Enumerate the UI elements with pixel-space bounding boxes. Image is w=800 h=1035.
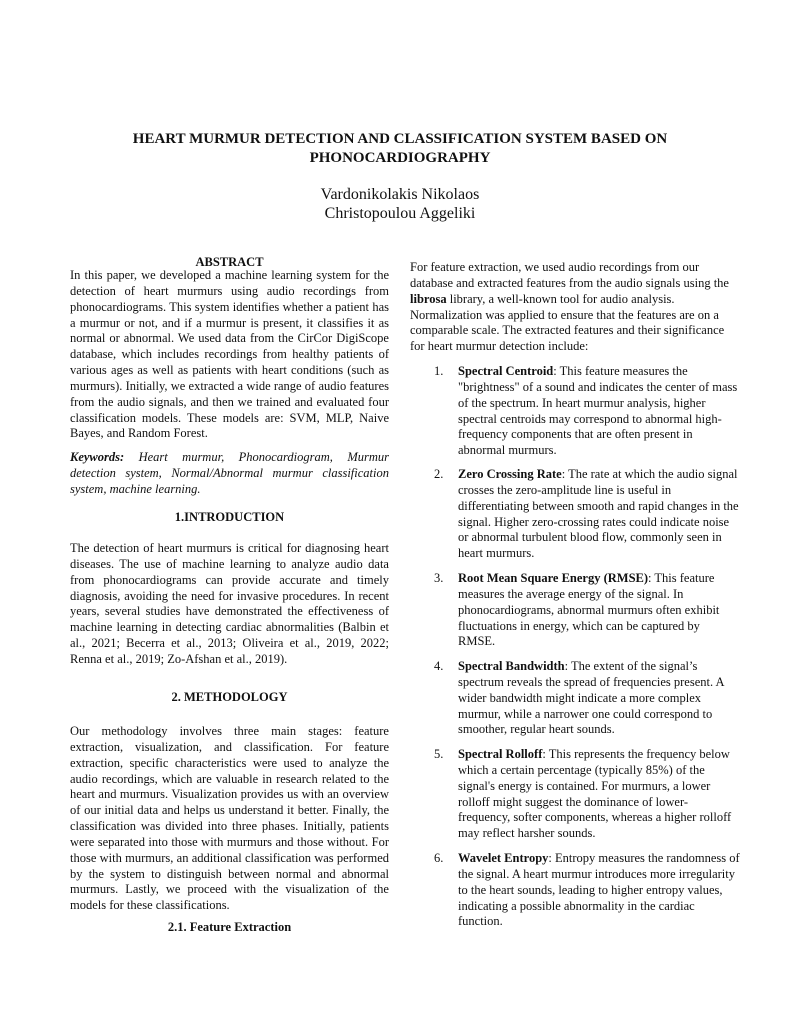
author-name: Vardonikolakis Nikolaos [320, 186, 480, 203]
feature-name: Root Mean Square Energy (RMSE) [458, 571, 649, 585]
item-body [458, 747, 740, 842]
feature-name: Zero Crossing Rate [458, 467, 562, 481]
item-body [458, 851, 740, 930]
item-number: 3. [434, 571, 444, 585]
item-number: 6. [434, 851, 444, 865]
feature-name: Spectral Rolloff [458, 747, 543, 761]
abstract-text: In this paper, we developed a machine learning system for the detection of heart murmurs using audio recordings from phonocardiograms. This system identifies whether a patient has a murmur or not, and if a murmur is present, it classifies it as normal or abnormal. We used data from the CirCor DigiScope database, which includes recordings from healthy patients of various ages as well as patients with heart conditions (such as murmurs). Initially, we extracted a wide range of audio features from the audio signals, and then we trained and evaluated four classification models. These models are: SVM, MLP, Naive Bayes, and Random Forest. [70, 268, 389, 441]
feature-description: : The extent of the signal’s spectrum reveals the spread of frequencies present. A wider bandwidth might indicate a more complex murmur, while a narrower one could correspond to smoother, regular heart sounds. [458, 659, 724, 737]
paper-title: HEART MURMUR DETECTION AND CLASSIFICATION SYSTEM BASED ON PHONOCARDIOGRAPHY [132, 131, 668, 166]
introduction-text: The detection of heart murmurs is critical for diagnosing heart diseases. The use of machine learning to analyze audio data from phonocardiograms can provide accurate and timely diagnosis, avoiding the need for invasive procedures. In recent years, several studies have demonstrated the effectiveness of machine learning in detecting cardiac abnormalities (Balbin et al., 2021; Becerra et al., 2013; Oliveira et al., 2019, 2022; Renna et al., 2019; Zo-Afshan et al., 2019). [70, 541, 389, 666]
feature-extraction-intro [410, 260, 730, 355]
keywords-text: Heart murmur, Phonocardiogram, Murmur detection system, Normal/Abnormal murmur classification system, machine learning. [70, 450, 390, 496]
intro-text-part: library, a well-known tool for audio analysis. Normalization was applied to ensure that the features are on a comparable scale. The extracted features and their significance for heart murmur detection include: [410, 291, 725, 354]
methodology-heading: 2. METHODOLOGY [171, 690, 288, 704]
keywords [70, 450, 389, 498]
feature-name: Spectral Bandwidth [458, 659, 565, 673]
item-body [458, 571, 740, 650]
feature-description: : Entropy measures the randomness of the signal. A heart murmur introduces more irregularity to the heart sounds, leading to higher entropy values, indicating a possible abnormality in the cardiac function. [458, 851, 740, 929]
keywords-label: Keywords: [70, 450, 125, 464]
item-body [458, 364, 740, 459]
item-body [458, 467, 740, 562]
feature-extraction-heading: 2.1. Feature Extraction [167, 920, 292, 934]
feature-name: Spectral Centroid [458, 364, 554, 378]
introduction-heading: 1.INTRODUCTION [174, 510, 285, 524]
intro-text-part: For feature extraction, we used audio recordings from our database and extracted features from the audio signals using the [410, 260, 729, 290]
feature-name: Wavelet Entropy [458, 851, 549, 865]
feature-description: : The rate at which the audio signal crosses the zero-amplitude line is useful in differentiating between smooth and rapid changes in the signal. Higher zero-crossing rates could indicate noise or abnormal turbulent blood flow, commonly seen in heart murmurs. [458, 467, 739, 561]
methodology-text: Our methodology involves three main stages: feature extraction, visualization, and classification. For feature extraction, specific characteristics were used to analyze the audio recordings, which are valuable in research related to the heart and murmurs. Visualization provides us with an overview of our initial data and helps us understand it better. Finally, the classification was divided into three phases. Initially, patients were separated into those with murmurs and those without. For those with murmurs, an additional classification was performed by the system to distinguish between normal and abnormal murmurs. Lastly, we proceed with the visualization of the models for these classifications. [70, 724, 389, 913]
abstract-heading: ABSTRACT [195, 255, 264, 269]
item-number: 2. [434, 467, 444, 481]
author-list [200, 185, 600, 223]
item-body [458, 659, 740, 738]
item-number: 1. [434, 364, 444, 378]
feature-description: : This feature measures the "brightness" of a sound and indicates the center of mass of the spectrum. In heart murmur analysis, higher spectral centroids may correspond to abnormal high-frequency components that are often present in abnormal murmurs. [458, 364, 738, 458]
feature-description: : This represents the frequency below which a certain percentage (typically 85%) of the signal's energy is contained. For murmurs, a lower rolloff might suggest the dominance of lower-frequency, softer components, whereas a higher rolloff may reflect harsher sounds. [458, 747, 732, 841]
item-number: 5. [434, 747, 444, 761]
author-name: Christopoulou Aggeliki [324, 205, 476, 222]
librosa-library: librosa [410, 291, 447, 306]
feature-description: : This feature measures the average energy of the signal. In phonocardiograms, abnormal murmurs often exhibit fluctuations in energy, which can be captured by RMSE. [458, 571, 720, 649]
item-number: 4. [434, 659, 444, 673]
